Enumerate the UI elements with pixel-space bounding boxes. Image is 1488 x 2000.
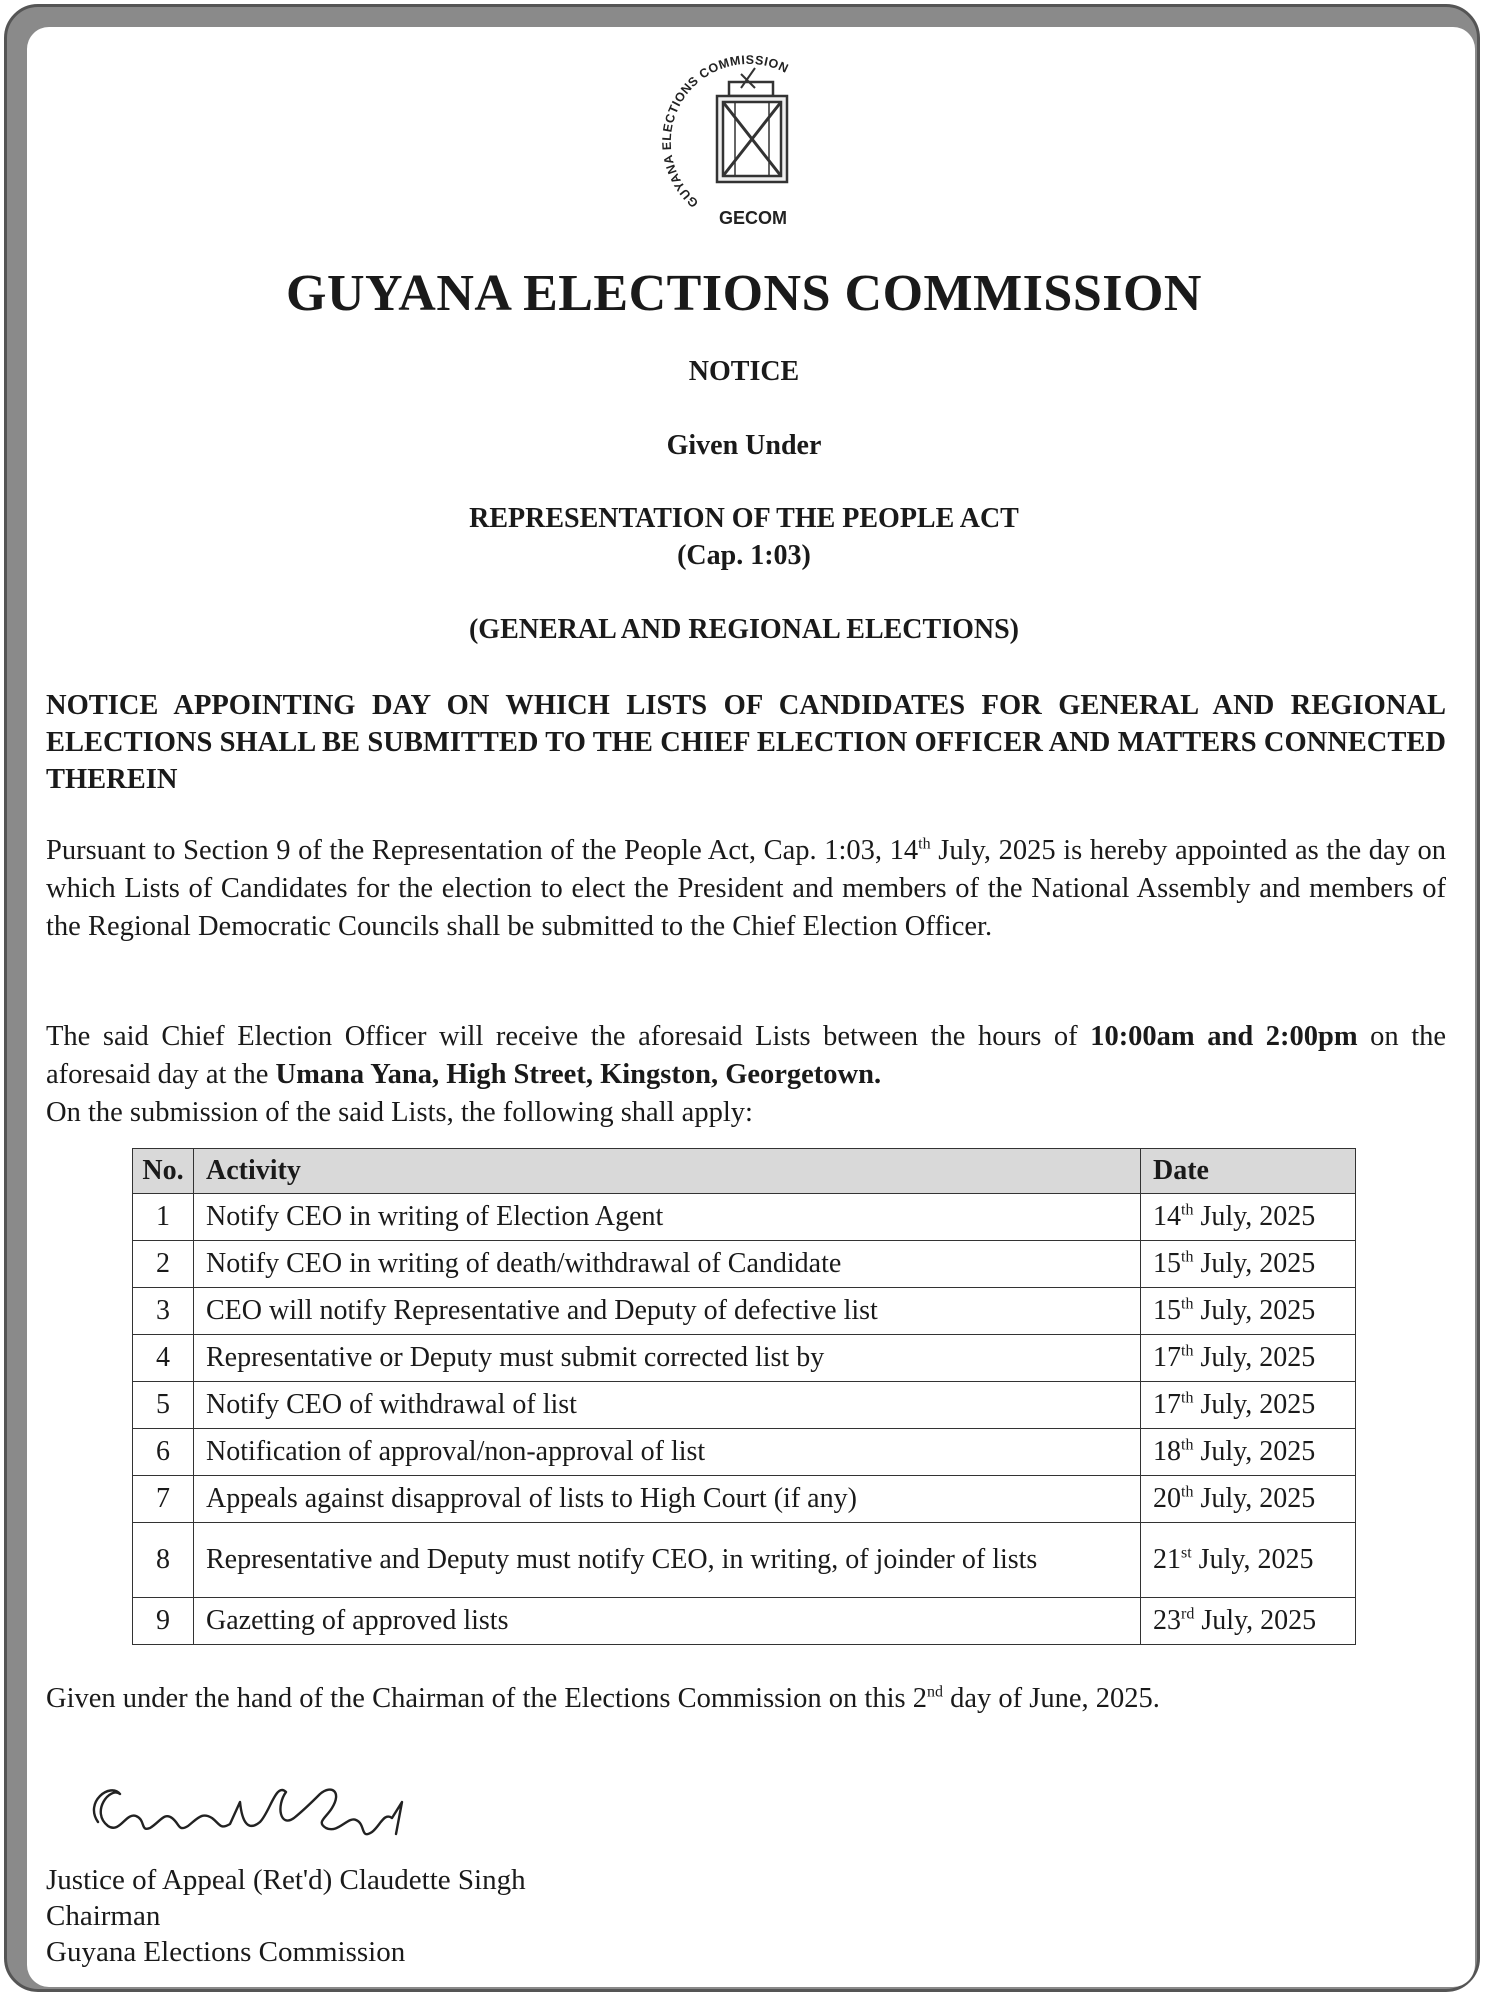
- logo-ring-text: GUYANA ELECTIONS COMMISSION: [659, 52, 791, 211]
- table-row: [133, 1598, 1356, 1645]
- act-cap: (Cap. 1:03): [677, 540, 811, 571]
- table-row: [133, 1429, 1356, 1476]
- logo-short-name: GECOM: [718, 208, 788, 228]
- row-date: 17th July, 2025: [1141, 1382, 1356, 1429]
- row-number: 2: [133, 1241, 194, 1288]
- row-date: 18th July, 2025: [1141, 1429, 1356, 1476]
- row-number: 7: [133, 1476, 194, 1523]
- row-number: 5: [133, 1382, 194, 1429]
- table-row: [133, 1241, 1356, 1288]
- row-date: 21st July, 2025: [1141, 1523, 1356, 1598]
- row-number: 3: [133, 1288, 194, 1335]
- notice-heading: NOTICE APPOINTING DAY ON WHICH LISTS OF CANDIDATES FOR GENERAL AND REGIONAL ELECTIONS SHALL BE SUBMITTED TO THE CHIEF ELECTION OFFICER AND MATTERS CONNECTED THEREIN: [46, 690, 1446, 795]
- given-under-label: Given Under: [666, 430, 822, 461]
- table-row: [133, 1194, 1356, 1241]
- row-date: 23rd July, 2025: [1141, 1598, 1356, 1645]
- table-header-row: [133, 1149, 1356, 1194]
- act-title: REPRESENTATION OF THE PEOPLE ACT: [469, 503, 1019, 534]
- row-date: 14th July, 2025: [1141, 1194, 1356, 1241]
- page-title: GUYANA ELECTIONS COMMISSION: [286, 265, 1202, 322]
- column-header-no: No.: [133, 1149, 194, 1194]
- table-row: [133, 1523, 1356, 1598]
- column-header-date: Date: [1141, 1149, 1356, 1194]
- ballot-box-icon: [717, 68, 787, 182]
- row-date: 17th July, 2025: [1141, 1335, 1356, 1382]
- row-activity: Representative or Deputy must submit corrected list by: [194, 1335, 1141, 1382]
- row-activity: Representative and Deputy must notify CEO, in writing, of joinder of lists: [194, 1523, 1141, 1598]
- row-number: 6: [133, 1429, 194, 1476]
- elections-label: (GENERAL AND REGIONAL ELECTIONS): [468, 614, 1019, 645]
- row-date: 20th July, 2025: [1141, 1476, 1356, 1523]
- given-under-hand: Given under the hand of the Chairman of the Elections Commission on this 2nd day of June, 2025.: [46, 1683, 1160, 1714]
- row-number: 1: [133, 1194, 194, 1241]
- row-activity: Gazetting of approved lists: [194, 1598, 1141, 1645]
- row-number: 4: [133, 1335, 194, 1382]
- row-number: 9: [133, 1598, 194, 1645]
- signatory-name: Justice of Appeal (Ret'd) Claudette Singh: [46, 1864, 526, 1896]
- row-activity: Notify CEO of withdrawal of list: [194, 1382, 1141, 1429]
- table-row: [133, 1288, 1356, 1335]
- signatory-title: Chairman: [46, 1900, 161, 1932]
- row-activity: Appeals against disapproval of lists to High Court (if any): [194, 1476, 1141, 1523]
- paragraph-appointment: Pursuant to Section 9 of the Representation of the People Act, Cap. 1:03, 14th July, 2025 is hereby appointed as the day on which Lists of Candidates for the election to elect the President and members of the National Assembly and members of the Regional Democratic Councils shall be submitted to the Chief Election Officer.: [46, 835, 1446, 942]
- table-row: [133, 1382, 1356, 1429]
- signatory-block: [46, 1862, 526, 1970]
- signatory-organization: Guyana Elections Commission: [46, 1936, 406, 1968]
- row-activity: Notification of approval/non-approval of list: [194, 1429, 1141, 1476]
- table-row: [133, 1476, 1356, 1523]
- row-date: 15th July, 2025: [1141, 1241, 1356, 1288]
- schedule-table: [132, 1148, 1356, 1645]
- paragraph-submission: The said Chief Election Officer will receive the aforesaid Lists between the hours of 10:00am and 2:00pm on the aforesaid day at the Umana Yana, High Street, Kingston, Georgetown. On the submission of the said Lists, the following shall apply:: [46, 1021, 1447, 1128]
- table-row: [133, 1335, 1356, 1382]
- row-activity: Notify CEO in writing of Election Agent: [194, 1194, 1141, 1241]
- row-activity: Notify CEO in writing of death/withdrawal of Candidate: [194, 1241, 1141, 1288]
- gecom-logo: [659, 52, 839, 242]
- notice-label: NOTICE: [688, 356, 800, 387]
- column-header-activity: Activity: [194, 1149, 1141, 1194]
- row-date: 15th July, 2025: [1141, 1288, 1356, 1335]
- chairman-signature: [80, 1772, 440, 1852]
- row-number: 8: [133, 1523, 194, 1598]
- row-activity: CEO will notify Representative and Deputy of defective list: [194, 1288, 1141, 1335]
